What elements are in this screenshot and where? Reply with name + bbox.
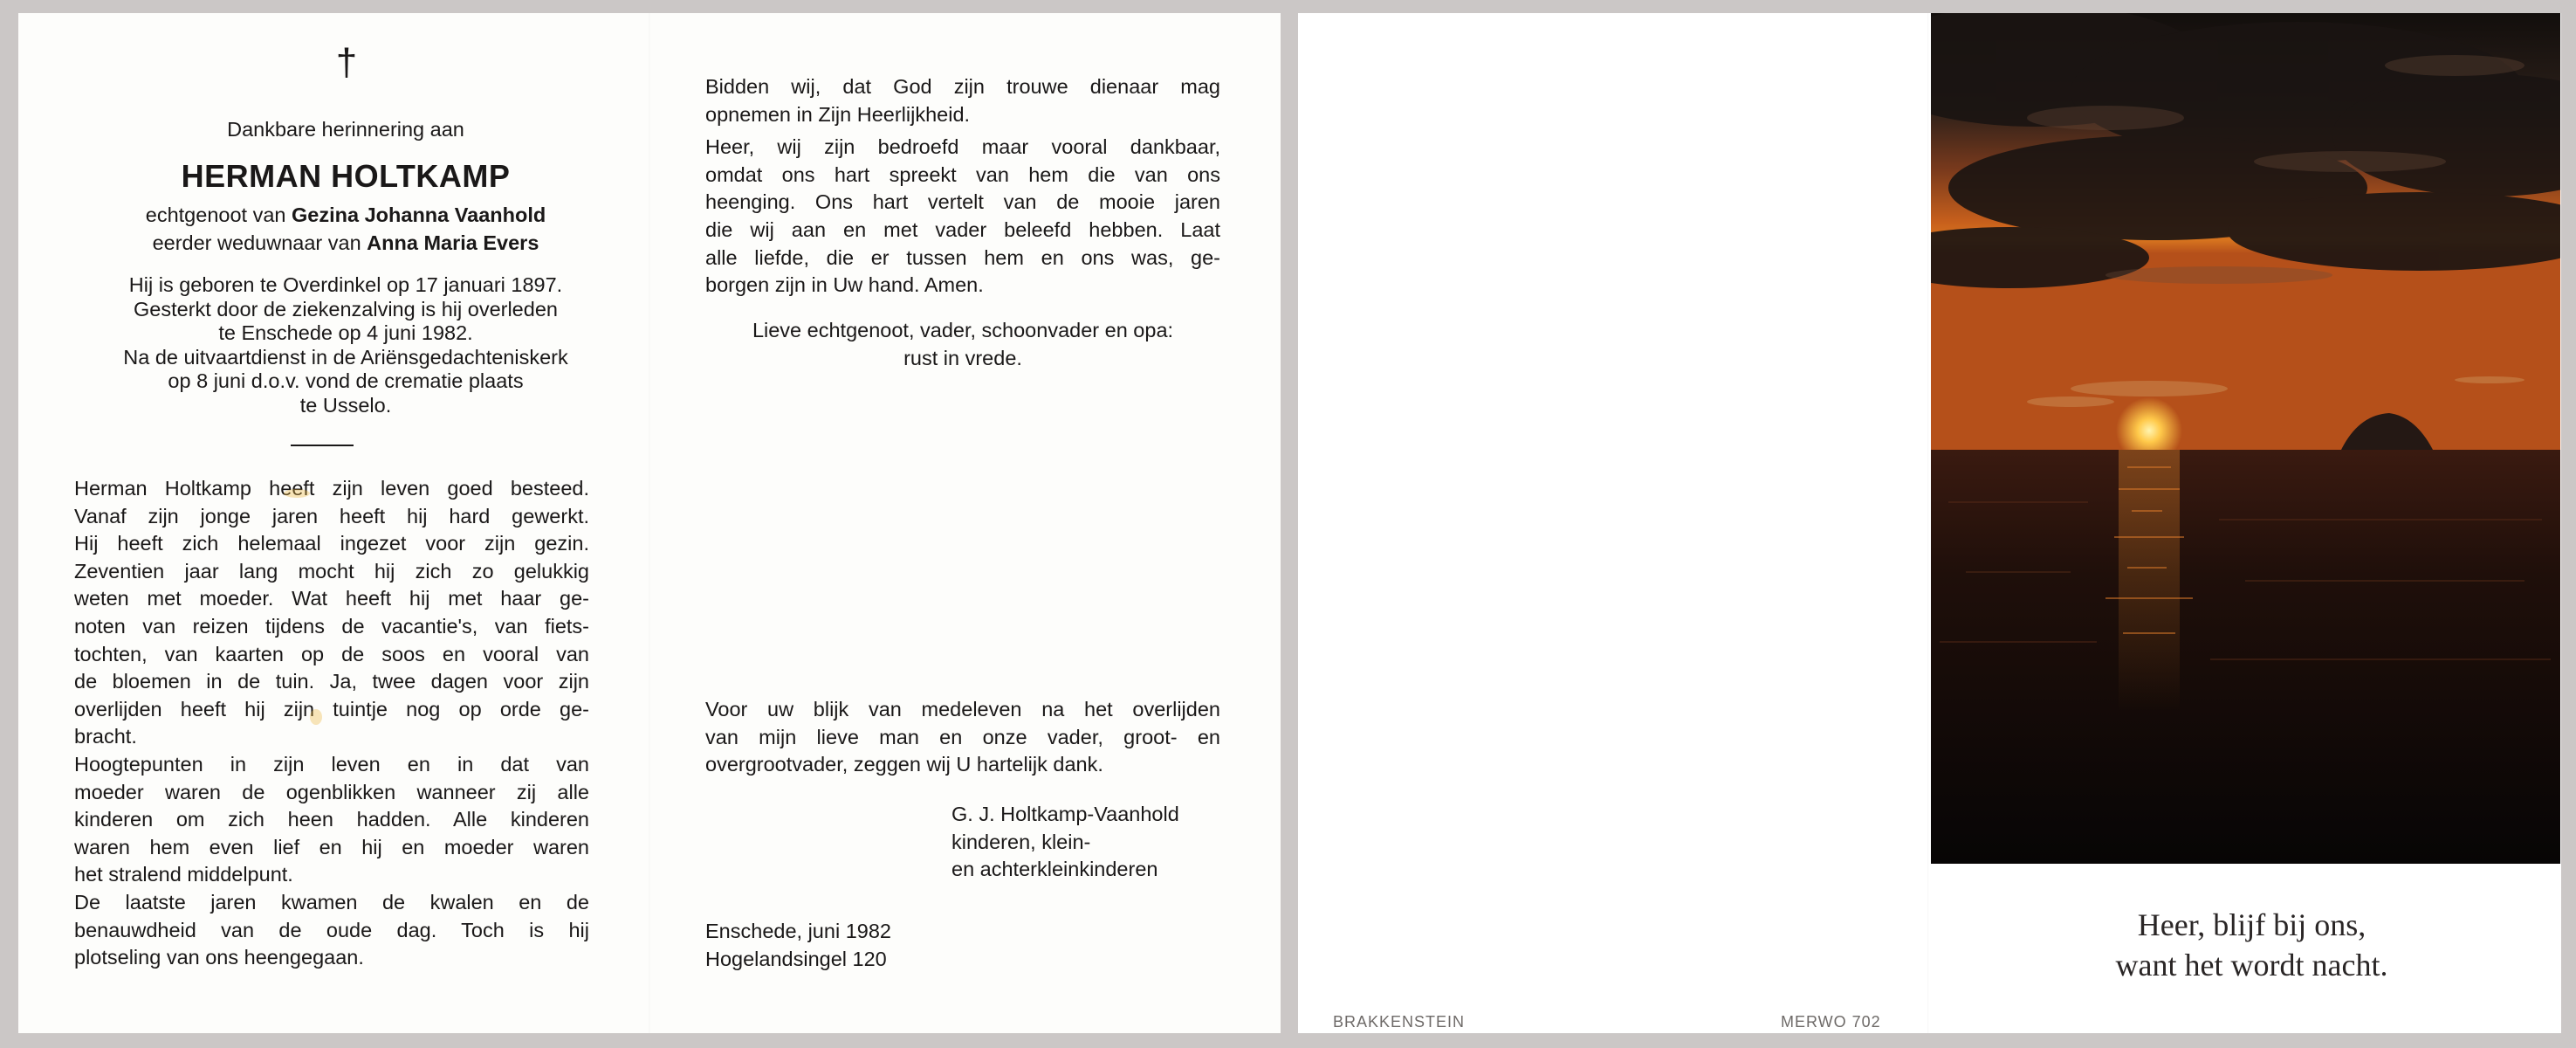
farewell-text <box>705 317 1220 372</box>
address-line: Hogelandsingel 120 <box>705 947 887 970</box>
relations-block <box>75 202 616 257</box>
life-dates-block <box>75 273 616 417</box>
verse-line: want het wordt nacht. <box>2115 948 2388 982</box>
signature-line: G. J. Holtkamp-Vaanhold <box>951 803 1179 825</box>
biography-line: De laatste jaren kwamen de kwalen en de <box>74 890 589 914</box>
biography-line: Hij heeft zich helemaal ingezet voor zijn gezin. <box>74 532 589 555</box>
biography-line: noten van reizen tijdens de vacantie's, van fiets- <box>74 614 589 638</box>
biography-line: Zeventien jaar lang mocht hij zich zo gelukkig <box>74 559 589 583</box>
intro-text: Dankbare herinnering aan <box>227 118 464 141</box>
thanks-line: overgrootvader, zeggen wij U hartelijk dank. <box>705 753 1103 776</box>
prayer-line: omdat ons hart spreekt van hem die van ons <box>705 162 1220 186</box>
former-spouse-name: Anna Maria Evers <box>367 231 539 254</box>
life-line: te Usselo. <box>299 393 392 417</box>
address-line: Enschede, juni 1982 <box>705 920 891 942</box>
prayer-line: alle liefde, die er tussen hem en ons was, ge- <box>705 245 1220 269</box>
life-line: Gesterkt door de ziekenzalving is hij overleden <box>134 297 558 321</box>
biography-line: Hoogtepunten in zijn leven en in dat van <box>74 752 589 776</box>
paper-stain <box>284 489 310 498</box>
thanks-line: van mijn lieve man en onze vader, groot- en <box>705 725 1220 748</box>
prayer-text <box>705 73 1220 300</box>
divider <box>291 445 354 446</box>
biography-line: plotseling van ons heengegaan. <box>74 946 364 969</box>
biography-line: benauwdheid van de oude dag. Toch is hij <box>74 918 589 941</box>
prayer-line: die wij aan en met vader beleefd hebben. Laat <box>705 217 1220 241</box>
verse-line: Heer, blijf bij ons, <box>2137 907 2366 942</box>
signature-line: en achterkleinkinderen <box>951 858 1158 880</box>
biography-line: moeder waren de ogenblikken wanneer zij alle <box>74 780 589 803</box>
farewell-line: Lieve echtgenoot, vader, schoonvader en opa: <box>752 319 1174 341</box>
prayer-line: heenging. Ons hart vertelt van de mooie jaren <box>705 190 1220 214</box>
biography-line: Vanaf zijn jonge jaren heeft hij hard gewerkt. <box>74 504 589 527</box>
publisher-label: BRAKKENSTEIN <box>1333 1013 1466 1031</box>
fold-line <box>1927 13 1929 1033</box>
deceased-name: HERMAN HOLTKAMP <box>181 158 511 194</box>
address-block <box>705 918 891 973</box>
spouse-name: Gezina Johanna Vaanhold <box>292 203 546 226</box>
thanks-text <box>705 696 1220 779</box>
life-line: te Enschede op 4 juni 1982. <box>218 321 473 344</box>
former-spouse-line <box>75 230 616 258</box>
sunset-photo <box>1931 13 2560 864</box>
life-line: Na de uitvaartdienst in de Ariënsgedachteniskerk <box>123 345 568 369</box>
biography-line: overlijden heeft hij zijn tuintje nog op orde ge- <box>74 697 589 720</box>
biography-line: weten met moeder. Wat heeft hij met haar ge- <box>74 587 589 610</box>
farewell-line: rust in vrede. <box>903 346 1022 369</box>
biography-line: waren hem even lief en hij en moeder waren <box>74 835 589 858</box>
product-code: MERWO 702 <box>1781 1013 1881 1031</box>
spouse-line <box>75 202 616 230</box>
biography-line: het stralend middelpunt. <box>74 863 293 886</box>
thanks-line: Voor uw blijk van medeleven na het overlijden <box>705 698 1220 720</box>
verse-text <box>1931 905 2573 985</box>
biography-line: bracht. <box>74 725 137 748</box>
paper-stain <box>310 709 322 725</box>
prayer-line: opnemen in Zijn Heerlijkheid. <box>705 102 971 126</box>
former-spouse-prefix: eerder weduwnaar van <box>152 231 361 254</box>
spouse-prefix: echtgenoot van <box>145 203 286 226</box>
life-line: op 8 juni d.o.v. vond de crematie plaats <box>168 369 524 392</box>
biography-line: Herman Holtkamp heeft zijn leven goed besteed. <box>74 477 589 500</box>
cross-icon: † <box>335 41 358 84</box>
biography-text <box>74 475 589 972</box>
biography-line: kinderen om zich heen hadden. Alle kinderen <box>74 808 589 831</box>
signature-block <box>951 801 1179 884</box>
prayer-line: borgen zijn in Uw hand. Amen. <box>705 273 984 297</box>
biography-line: de bloemen in de tuin. Ja, twee dagen voor zijn <box>74 670 589 693</box>
prayer-line: Heer, wij zijn bedroefd maar vooral dankbaar, <box>705 135 1220 159</box>
signature-line: kinderen, klein- <box>951 830 1091 853</box>
life-line: Hij is geboren te Overdinkel op 17 januari 1897. <box>128 273 563 296</box>
prayer-line: Bidden wij, dat God zijn trouwe dienaar mag <box>705 75 1220 98</box>
biography-line: tochten, van kaarten op de soos en vooral van <box>74 642 589 665</box>
fold-line <box>649 13 650 1033</box>
